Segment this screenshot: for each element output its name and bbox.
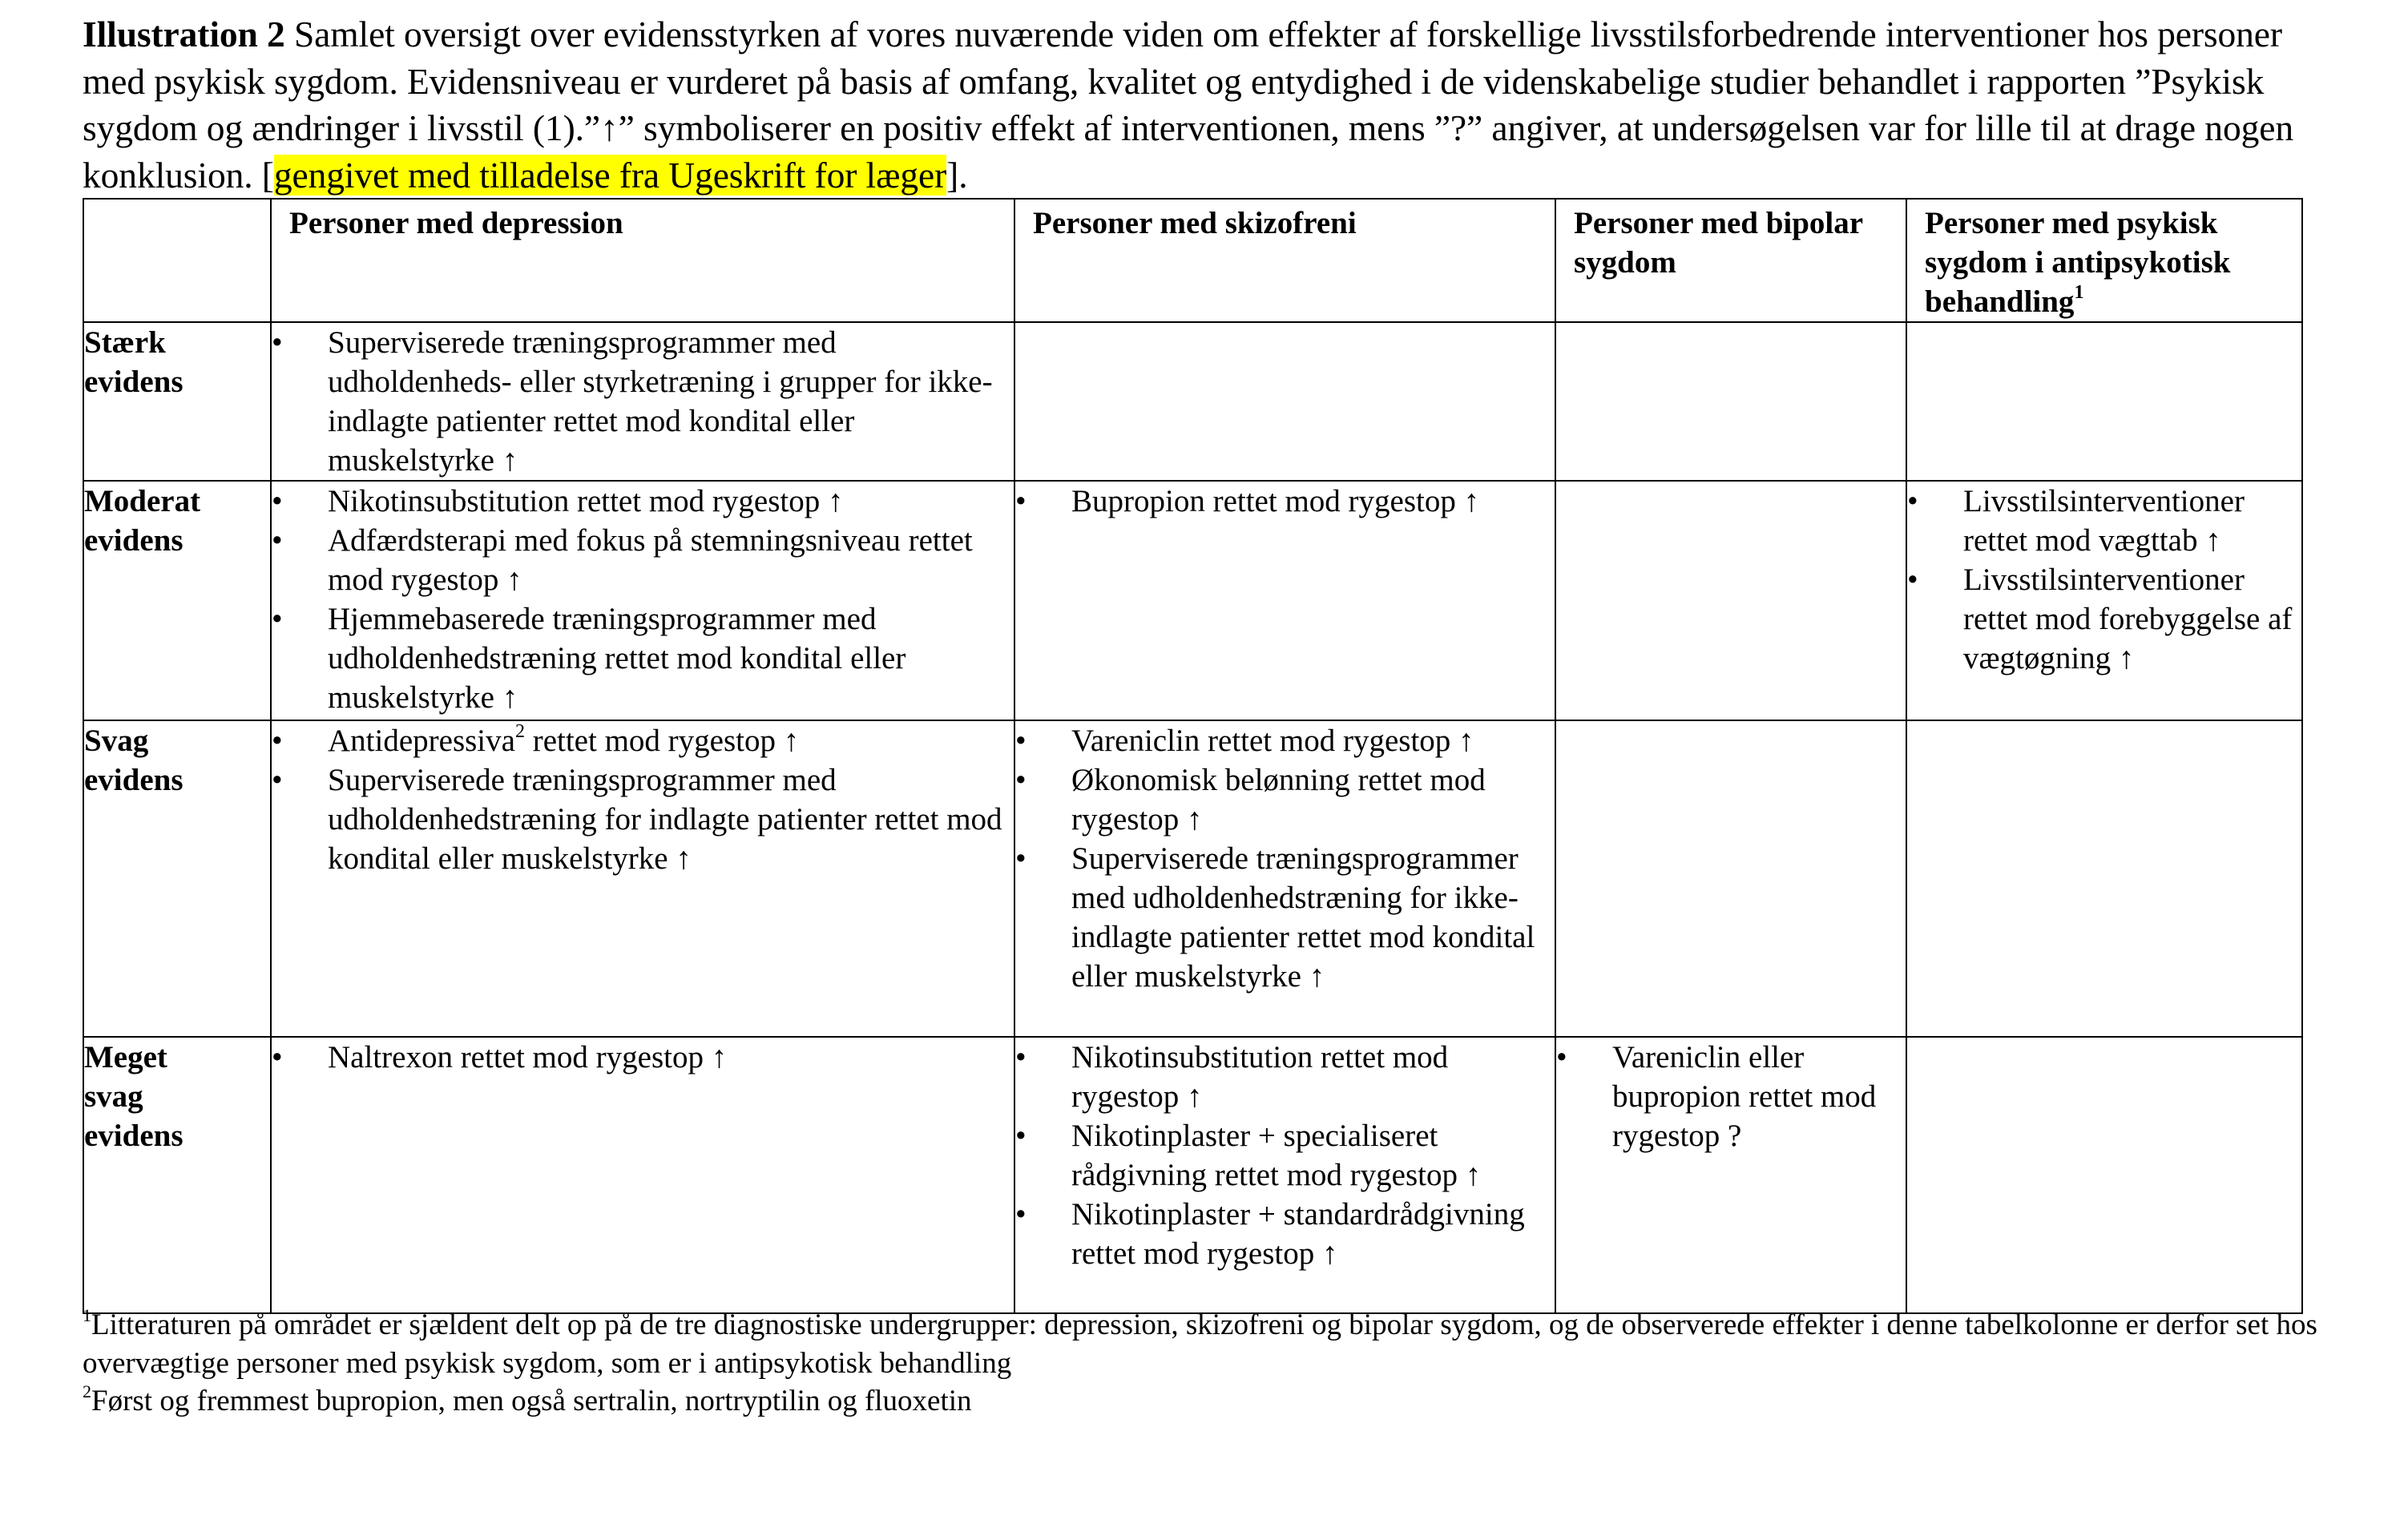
evidence-level-label: Stærk bbox=[84, 325, 166, 360]
list-item bbox=[1907, 482, 2301, 560]
list-item bbox=[1907, 560, 2301, 678]
bullet-icon: • bbox=[1907, 484, 1918, 518]
table-cell-depression bbox=[271, 481, 1014, 720]
intervention-text: Naltrexon rettet mod rygestop ↑ bbox=[328, 1040, 728, 1074]
list-item bbox=[1015, 482, 1555, 521]
list-item bbox=[1015, 721, 1555, 760]
intervention-text: Nikotinsubstitution rettet mod rygestop ↑ bbox=[1071, 1040, 1449, 1114]
table-cell-skizofreni bbox=[1014, 322, 1555, 481]
intervention-text: Livsstilsinterventioner rettet mod vægttab ↑ bbox=[1963, 484, 2245, 558]
row-header-evidence-level bbox=[83, 322, 271, 481]
table-cell-skizofreni bbox=[1014, 720, 1555, 1037]
footnote-text: Litteraturen på området er sjældent delt op på de tre diagnostiske undergrupper: depression, skizofreni og bipolar sygdom, og de observerede effekter i denne tabelkolonne er derfor set hos overvægtige personer med psykisk sygdom, som er i antipsykotisk behandling bbox=[83, 1308, 2317, 1380]
table-cell-bipolar bbox=[1555, 322, 1906, 481]
intervention-list bbox=[1015, 1038, 1555, 1273]
bullet-icon: • bbox=[1556, 1040, 1567, 1074]
header-depression: Personer med depression bbox=[271, 199, 1014, 322]
footnote-marker: 1 bbox=[83, 1305, 91, 1325]
bullet-icon: • bbox=[272, 724, 283, 758]
table-row bbox=[83, 1037, 2302, 1313]
footnote-text: Først og fremmest bupropion, men også sertralin, nortryptilin og fluoxetin bbox=[91, 1385, 972, 1417]
table-cell-antipsykotisk bbox=[1906, 481, 2302, 720]
header-bipolar: Personer med bipolar sygdom bbox=[1555, 199, 1906, 322]
table-row bbox=[83, 481, 2302, 720]
table-cell-antipsykotisk bbox=[1906, 322, 2302, 481]
caption-text-end: ]. bbox=[946, 154, 968, 196]
intervention-list bbox=[272, 721, 1014, 878]
bullet-icon: • bbox=[1015, 763, 1027, 797]
intervention-list bbox=[1015, 721, 1555, 996]
bullet-icon: • bbox=[272, 763, 283, 797]
table-cell-depression bbox=[271, 1037, 1014, 1313]
intervention-list bbox=[272, 1038, 1014, 1077]
caption-highlighted-text: gengivet med tilladelse fra Ugeskrift for læger bbox=[273, 154, 947, 196]
list-item bbox=[272, 599, 1014, 717]
bullet-icon: • bbox=[1015, 484, 1027, 518]
caption-label: Illustration 2 bbox=[83, 14, 285, 54]
footnotes bbox=[83, 1306, 2326, 1421]
bullet-icon: • bbox=[1015, 1119, 1027, 1153]
list-item bbox=[272, 521, 1014, 599]
intervention-list bbox=[1556, 1038, 1906, 1155]
intervention-text: Livsstilsinterventioner rettet mod forebyggelse af vægtøgning ↑ bbox=[1963, 562, 2293, 675]
evidence-level-label: evidens bbox=[84, 365, 184, 399]
list-item bbox=[272, 323, 1014, 480]
intervention-text: Vareniclin eller bupropion rettet mod rygestop ? bbox=[1612, 1040, 1877, 1153]
evidence-level-label: svag bbox=[84, 1079, 143, 1114]
intervention-text: Økonomisk belønning rettet mod rygestop ↑ bbox=[1071, 763, 1486, 837]
footnote-2 bbox=[83, 1382, 2326, 1421]
evidence-level-label: Meget bbox=[84, 1040, 167, 1074]
intervention-text: Superviserede træningsprogrammer med udholdenhedstræning for ikke-indlagte patienter rettet mod kondital eller muskelstyrke ↑ bbox=[1071, 841, 1535, 994]
intervention-text: Superviserede træningsprogrammer med udholdenheds- eller styrketræning i grupper for ikke-indlagte patienter rettet mod kondital eller muskelstyrke ↑ bbox=[328, 325, 993, 478]
header-skizofreni: Personer med skizofreni bbox=[1014, 199, 1555, 322]
bullet-icon: • bbox=[1015, 724, 1027, 758]
list-item bbox=[272, 482, 1014, 521]
table-cell-skizofreni bbox=[1014, 481, 1555, 720]
row-header-evidence-level bbox=[83, 1037, 271, 1313]
intervention-text-cont: rettet mod rygestop ↑ bbox=[524, 724, 800, 758]
table-cell-bipolar bbox=[1555, 720, 1906, 1037]
header-empty bbox=[83, 199, 271, 322]
row-header-evidence-level bbox=[83, 720, 271, 1037]
table-cell-skizofreni bbox=[1014, 1037, 1555, 1313]
list-item bbox=[1015, 1038, 1555, 1116]
intervention-text: Nikotinplaster + specialiseret rådgivning rettet mod rygestop ↑ bbox=[1071, 1119, 1482, 1192]
intervention-text: Antidepressiva bbox=[328, 724, 515, 758]
header-antipsykotisk: Personer med psykisk sygdom i antipsykotisk behandling$^1$ bbox=[1906, 199, 2302, 322]
table-cell-depression bbox=[271, 322, 1014, 481]
intervention-text: Nikotinsubstitution rettet mod rygestop ↑ bbox=[328, 484, 844, 518]
table-header-row bbox=[83, 199, 2302, 322]
intervention-text: Hjemmebaserede træningsprogrammer med udholdenhedstræning rettet mod kondital eller muskelstyrke ↑ bbox=[328, 602, 906, 715]
table-cell-antipsykotisk bbox=[1906, 1037, 2302, 1313]
caption-text: Samlet oversigt over evidensstyrken af vores nuværende viden om effekter af forskellige livsstilsforbedrende interventioner hos personer med psykisk sygdom. Evidensniveau er vurderet på basis af omfang, kvalitet og entydighed i de videnskabelige studier behandlet i rapporten ”Psykisk sygdom og ændringer i livsstil (1).”↑” symboliserer en positiv effekt af interventionen, mens ”?” angiver, at undersøgelsen var for lille til at drage nogen konklusion. [ bbox=[83, 14, 2293, 196]
intervention-list bbox=[1015, 482, 1555, 521]
bullet-icon: • bbox=[1015, 1197, 1027, 1232]
table-cell-bipolar bbox=[1555, 1037, 1906, 1313]
list-item bbox=[272, 760, 1014, 878]
table-row bbox=[83, 322, 2302, 481]
evidence-level-label: Svag bbox=[84, 724, 149, 758]
intervention-text: Vareniclin rettet mod rygestop ↑ bbox=[1071, 724, 1474, 758]
bullet-icon: • bbox=[1015, 841, 1027, 876]
intervention-text: Adfærdsterapi med fokus på stemningsniveau rettet mod rygestop ↑ bbox=[328, 523, 973, 597]
evidence-level-label: Moderat bbox=[84, 484, 201, 518]
evidence-table bbox=[83, 198, 2303, 1314]
intervention-list bbox=[272, 323, 1014, 480]
footnote-ref-2: 2 bbox=[514, 721, 525, 742]
figure-caption bbox=[83, 11, 2326, 199]
bullet-icon: • bbox=[272, 523, 283, 558]
list-item bbox=[1556, 1038, 1906, 1155]
bullet-icon: • bbox=[272, 1040, 283, 1074]
table-cell-depression bbox=[271, 720, 1014, 1037]
bullet-icon: • bbox=[272, 602, 283, 636]
row-header-evidence-level bbox=[83, 481, 271, 720]
intervention-text: Nikotinplaster + standardrådgivning rettet mod rygestop ↑ bbox=[1071, 1197, 1525, 1271]
intervention-text: Bupropion rettet mod rygestop ↑ bbox=[1071, 484, 1480, 518]
table-cell-antipsykotisk bbox=[1906, 720, 2302, 1037]
footnote-1 bbox=[83, 1306, 2326, 1382]
intervention-list bbox=[272, 482, 1014, 717]
evidence-level-label: evidens bbox=[84, 763, 184, 797]
evidence-level-label: evidens bbox=[84, 1119, 184, 1153]
intervention-list bbox=[1907, 482, 2301, 678]
list-item bbox=[1015, 1195, 1555, 1273]
intervention-text: Superviserede træningsprogrammer med udholdenhedstræning for indlagte patienter rettet mod kondital eller muskelstyrke ↑ bbox=[328, 763, 1002, 876]
bullet-icon: • bbox=[272, 484, 283, 518]
list-item bbox=[272, 1038, 1014, 1077]
footnote-marker: 2 bbox=[83, 1381, 91, 1401]
footnote-ref-1: 1 bbox=[2074, 282, 2084, 303]
list-item bbox=[1015, 760, 1555, 839]
bullet-icon: • bbox=[272, 325, 283, 360]
list-item bbox=[1015, 839, 1555, 996]
table-cell-bipolar bbox=[1555, 481, 1906, 720]
bullet-icon: • bbox=[1015, 1040, 1027, 1074]
evidence-level-label: evidens bbox=[84, 523, 184, 558]
table-row bbox=[83, 720, 2302, 1037]
list-item bbox=[272, 721, 1014, 760]
list-item bbox=[1015, 1116, 1555, 1195]
bullet-icon: • bbox=[1907, 562, 1918, 597]
